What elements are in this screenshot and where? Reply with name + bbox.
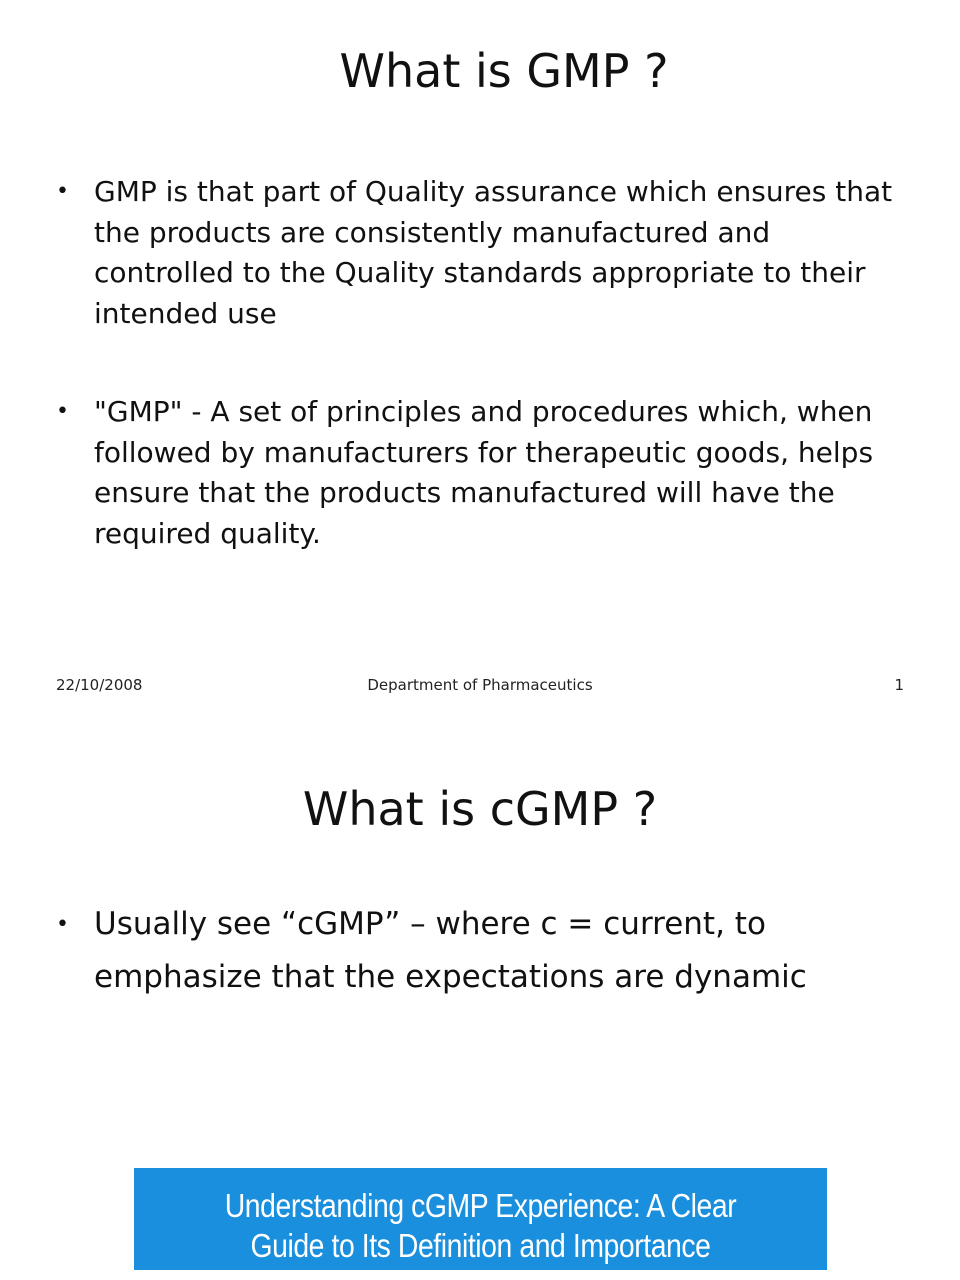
caption-banner [134,1168,827,1270]
footer-department: Department of Pharmaceutics [367,676,593,694]
bullet-list [56,898,916,1004]
bullet-list [56,172,916,554]
slide-footer [56,676,904,698]
bullet-icon: • [56,912,69,937]
bullet-icon: • [56,179,69,204]
bullet-text: "GMP" - A set of principles and procedures which, when followed by manufacturers for therapeutic goods, helps ensure that the products manufactured will have the required quality. [94,395,874,550]
caption-line-1: Understanding cGMP Experience: A Clear [224,1187,737,1224]
bullet-text: GMP is that part of Quality assurance which ensures that the products are consistently manufactured and controlled to the Quality standards appropriate to their intended use [94,175,893,330]
footer-date: 22/10/2008 [56,676,143,694]
bullet-text: Usually see “cGMP” – where c = current, to emphasize that the expectations are dynamic [94,906,807,995]
list-item [56,172,916,334]
list-item [56,392,916,554]
slide-title: What is cGMP ? [302,782,658,836]
footer-page-number: 1 [894,676,904,694]
list-item [56,898,916,1004]
bullet-icon: • [56,399,69,424]
slide-title: What is GMP ? [339,44,669,98]
caption-line-2: Guide to Its Definition and Importance [250,1227,711,1264]
